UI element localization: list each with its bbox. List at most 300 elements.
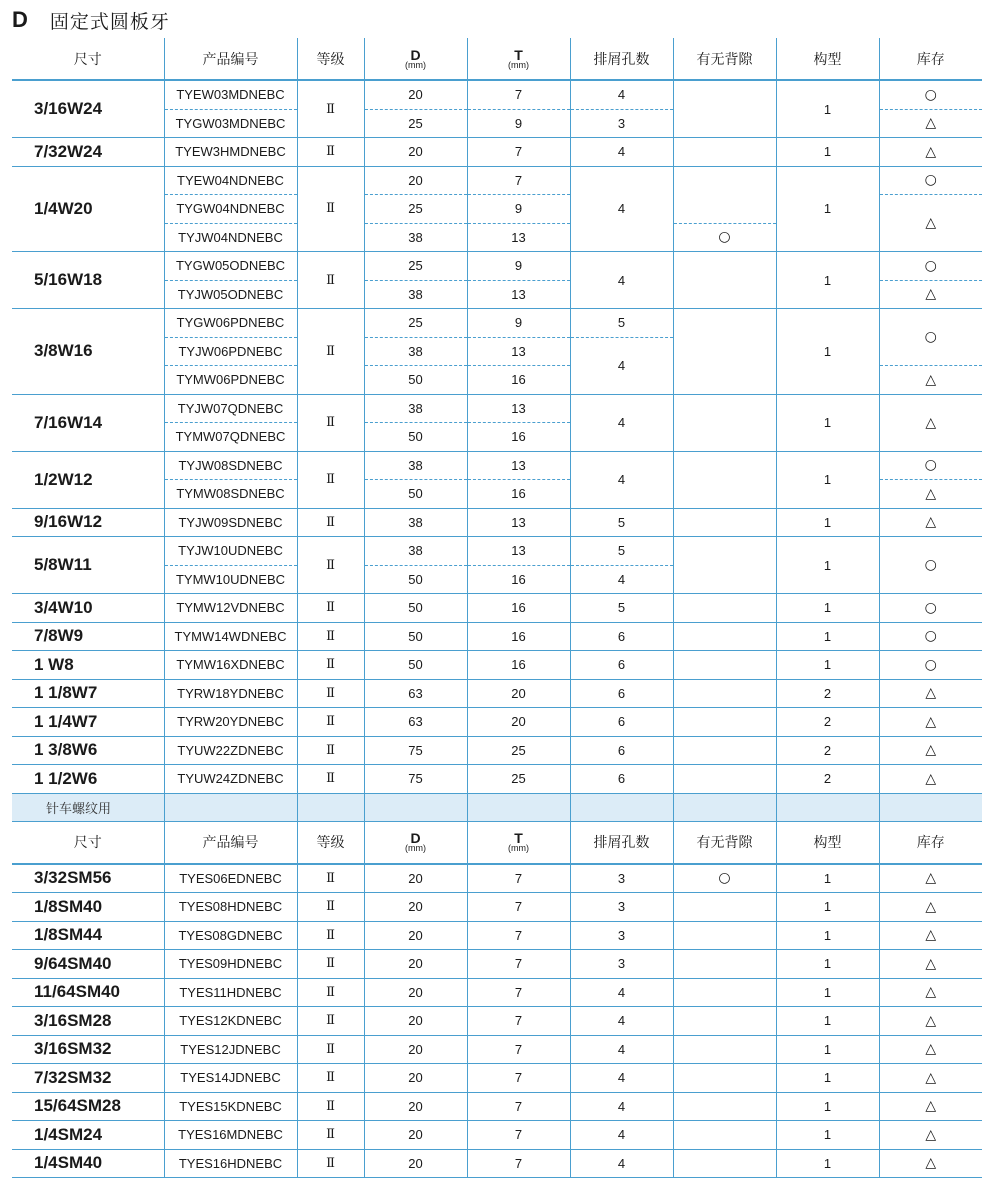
grade-cell: Ⅱ: [297, 1149, 364, 1178]
t-cell: 16: [467, 480, 570, 509]
product-code-cell: TYES12KDNEBC: [164, 1007, 297, 1036]
t-cell: 20: [467, 708, 570, 737]
holes-cell: 3: [570, 950, 673, 979]
holes-cell: 3: [570, 109, 673, 138]
d-cell: 38: [364, 451, 467, 480]
back-clearance-cell: [673, 893, 776, 922]
grade-cell: Ⅱ: [297, 921, 364, 950]
header-t-label: T: [514, 46, 523, 63]
back-clearance-cell: [673, 594, 776, 623]
holes-cell: 6: [570, 708, 673, 737]
size-cell: 1 W8: [12, 651, 164, 680]
stock-cell: ○: [879, 166, 982, 195]
t-cell: 13: [467, 394, 570, 423]
stock-cell: ○: [879, 451, 982, 480]
size-cell: 15/64SM28: [12, 1092, 164, 1121]
d-cell: 20: [364, 864, 467, 893]
holes-cell: 4: [570, 166, 673, 252]
t-cell: 16: [467, 622, 570, 651]
back-clearance-cell: [673, 1035, 776, 1064]
size-cell: 3/16W24: [12, 80, 164, 138]
header-chip-holes: 排屑孔数: [570, 38, 673, 80]
size-cell: 5/8W11: [12, 537, 164, 594]
size-cell: 1 1/8W7: [12, 679, 164, 708]
header-type: 构型: [776, 821, 879, 864]
back-clearance-cell: [673, 537, 776, 594]
grade-cell: Ⅱ: [297, 1035, 364, 1064]
t-cell: 13: [467, 280, 570, 309]
t-cell: 25: [467, 736, 570, 765]
t-cell: 9: [467, 309, 570, 338]
holes-cell: 4: [570, 1149, 673, 1178]
t-cell: 13: [467, 537, 570, 566]
table-row: [12, 537, 982, 566]
t-cell: 13: [467, 223, 570, 252]
d-cell: 50: [364, 622, 467, 651]
table-row: [12, 978, 982, 1007]
d-cell: 25: [364, 195, 467, 224]
grade-cell: Ⅱ: [297, 651, 364, 680]
header-product-code: 产品编号: [164, 821, 297, 864]
table-row: [12, 1064, 982, 1093]
back-clearance-cell: [673, 1064, 776, 1093]
d-cell: 25: [364, 109, 467, 138]
stock-cell: △: [879, 1149, 982, 1178]
product-code-cell: TYMW08SDNEBC: [164, 480, 297, 509]
stock-cell: ○: [879, 80, 982, 109]
holes-cell: 6: [570, 651, 673, 680]
header-grade: 等级: [297, 38, 364, 80]
holes-cell: 3: [570, 864, 673, 893]
d-cell: 38: [364, 537, 467, 566]
t-cell: 13: [467, 451, 570, 480]
type-cell: 2: [776, 736, 879, 765]
type-cell: 1: [776, 1121, 879, 1150]
section-band: [12, 793, 982, 821]
table-row: [12, 138, 982, 167]
product-code-cell: TYMW12VDNEBC: [164, 594, 297, 623]
product-code-cell: TYEW3HMDNEBC: [164, 138, 297, 167]
table-row: [12, 166, 982, 195]
product-code-cell: TYES12JDNEBC: [164, 1035, 297, 1064]
holes-cell: 4: [570, 337, 673, 394]
grade-cell: Ⅱ: [297, 80, 364, 138]
page-title: [12, 4, 170, 36]
holes-cell: 6: [570, 622, 673, 651]
type-cell: 1: [776, 508, 879, 537]
d-cell: 38: [364, 508, 467, 537]
holes-cell: 4: [570, 978, 673, 1007]
grade-cell: Ⅱ: [297, 252, 364, 309]
stock-cell: ○: [879, 537, 982, 594]
stock-cell: △: [879, 1092, 982, 1121]
product-code-cell: TYES08HDNEBC: [164, 893, 297, 922]
type-cell: 1: [776, 537, 879, 594]
section-band-cell: [570, 793, 673, 821]
header-product-code: 产品编号: [164, 38, 297, 80]
header-t-label: T: [514, 830, 523, 846]
header-d-label: D: [410, 830, 421, 846]
stock-cell: ○: [879, 622, 982, 651]
grade-cell: Ⅱ: [297, 138, 364, 167]
size-cell: 7/32SM32: [12, 1064, 164, 1093]
grade-cell: Ⅱ: [297, 622, 364, 651]
d-cell: 63: [364, 708, 467, 737]
stock-cell: △: [879, 679, 982, 708]
header-back-clearance: 有无背隙: [673, 38, 776, 80]
d-cell: 50: [364, 594, 467, 623]
grade-cell: Ⅱ: [297, 1007, 364, 1036]
back-clearance-cell: [673, 978, 776, 1007]
t-cell: 16: [467, 651, 570, 680]
type-cell: 1: [776, 451, 879, 508]
size-cell: 9/64SM40: [12, 950, 164, 979]
back-clearance-cell: [673, 921, 776, 950]
stock-cell: △: [879, 893, 982, 922]
t-cell: 7: [467, 1092, 570, 1121]
d-cell: 75: [364, 736, 467, 765]
section2-header-row: [12, 821, 982, 864]
t-cell: 7: [467, 893, 570, 922]
t-cell: 16: [467, 423, 570, 452]
stock-cell: △: [879, 280, 982, 309]
size-cell: 7/8W9: [12, 622, 164, 651]
type-cell: 1: [776, 864, 879, 893]
holes-cell: 6: [570, 765, 673, 794]
table-row: [12, 736, 982, 765]
stock-cell: △: [879, 950, 982, 979]
t-cell: 7: [467, 950, 570, 979]
size-cell: 1/4SM40: [12, 1149, 164, 1178]
size-cell: 7/32W24: [12, 138, 164, 167]
product-code-cell: TYMW06PDNEBC: [164, 366, 297, 395]
table-row: [12, 394, 982, 423]
holes-cell: 4: [570, 1064, 673, 1093]
back-clearance-cell: [673, 708, 776, 737]
header-type: 构型: [776, 38, 879, 80]
t-cell: 9: [467, 195, 570, 224]
stock-cell: △: [879, 366, 982, 395]
back-clearance-cell: [673, 1149, 776, 1178]
holes-cell: 4: [570, 451, 673, 508]
table-row: [12, 1035, 982, 1064]
product-code-cell: TYES11HDNEBC: [164, 978, 297, 1007]
product-code-cell: TYES09HDNEBC: [164, 950, 297, 979]
size-cell: 1/8SM40: [12, 893, 164, 922]
type-cell: 1: [776, 80, 879, 138]
d-cell: 20: [364, 1007, 467, 1036]
back-clearance-cell: [673, 309, 776, 395]
grade-cell: Ⅱ: [297, 950, 364, 979]
d-cell: 20: [364, 80, 467, 109]
grade-cell: Ⅱ: [297, 1064, 364, 1093]
size-cell: 5/16W18: [12, 252, 164, 309]
d-cell: 38: [364, 223, 467, 252]
t-cell: 7: [467, 1064, 570, 1093]
holes-cell: 4: [570, 1121, 673, 1150]
stock-cell: △: [879, 1007, 982, 1036]
product-code-cell: TYJW10UDNEBC: [164, 537, 297, 566]
type-cell: 1: [776, 921, 879, 950]
type-cell: 1: [776, 166, 879, 252]
type-cell: 1: [776, 622, 879, 651]
section-name: 固定式圆板牙: [49, 10, 170, 33]
back-clearance-cell: [673, 736, 776, 765]
d-cell: 20: [364, 921, 467, 950]
size-cell: 1/4W20: [12, 166, 164, 252]
d-cell: 20: [364, 893, 467, 922]
product-code-cell: TYEW04NDNEBC: [164, 166, 297, 195]
size-cell: 3/16SM28: [12, 1007, 164, 1036]
back-clearance-cell: [673, 80, 776, 138]
section-label: 针车螺纹用: [12, 793, 164, 821]
t-cell: 7: [467, 166, 570, 195]
type-cell: 1: [776, 950, 879, 979]
holes-cell: 4: [570, 565, 673, 594]
section1-header-row: [12, 38, 982, 80]
size-cell: 1/8SM44: [12, 921, 164, 950]
table-row: [12, 1149, 982, 1178]
section-band-cell: [297, 793, 364, 821]
product-code-cell: TYRW18YDNEBC: [164, 679, 297, 708]
t-cell: 16: [467, 565, 570, 594]
grade-cell: Ⅱ: [297, 309, 364, 395]
header-size: 尺寸: [12, 38, 164, 80]
stock-cell: ○: [879, 651, 982, 680]
d-cell: 63: [364, 679, 467, 708]
header-t-unit: (mm): [508, 843, 529, 853]
product-code-cell: TYJW07QDNEBC: [164, 394, 297, 423]
holes-cell: 5: [570, 537, 673, 566]
header-t: [467, 38, 570, 80]
holes-cell: 4: [570, 252, 673, 309]
stock-cell: △: [879, 765, 982, 794]
holes-cell: 5: [570, 508, 673, 537]
spec-table-body: [12, 38, 982, 1178]
holes-cell: 5: [570, 309, 673, 338]
header-chip-holes: 排屑孔数: [570, 821, 673, 864]
table-row: [12, 1092, 982, 1121]
section-band-cell: [364, 793, 467, 821]
product-code-cell: TYJW05ODNEBC: [164, 280, 297, 309]
type-cell: 1: [776, 1007, 879, 1036]
t-cell: 16: [467, 594, 570, 623]
product-code-cell: TYJW06PDNEBC: [164, 337, 297, 366]
d-cell: 50: [364, 480, 467, 509]
stock-cell: △: [879, 1035, 982, 1064]
type-cell: 1: [776, 651, 879, 680]
d-cell: 38: [364, 394, 467, 423]
product-code-cell: TYUW24ZDNEBC: [164, 765, 297, 794]
product-code-cell: TYEW03MDNEBC: [164, 80, 297, 109]
grade-cell: Ⅱ: [297, 736, 364, 765]
product-code-cell: TYUW22ZDNEBC: [164, 736, 297, 765]
size-cell: 1 1/2W6: [12, 765, 164, 794]
d-cell: 50: [364, 423, 467, 452]
size-cell: 9/16W12: [12, 508, 164, 537]
table-row: [12, 765, 982, 794]
size-cell: 1 1/4W7: [12, 708, 164, 737]
grade-cell: Ⅱ: [297, 394, 364, 451]
t-cell: 7: [467, 864, 570, 893]
holes-cell: 4: [570, 394, 673, 451]
grade-cell: Ⅱ: [297, 978, 364, 1007]
product-code-cell: TYES15KDNEBC: [164, 1092, 297, 1121]
t-cell: 9: [467, 109, 570, 138]
d-cell: 20: [364, 1035, 467, 1064]
holes-cell: 4: [570, 1007, 673, 1036]
header-back-clearance: 有无背隙: [673, 821, 776, 864]
t-cell: 9: [467, 252, 570, 281]
table-row: [12, 1121, 982, 1150]
product-code-cell: TYJW09SDNEBC: [164, 508, 297, 537]
type-cell: 1: [776, 1149, 879, 1178]
table-row: [12, 708, 982, 737]
holes-cell: 6: [570, 679, 673, 708]
type-cell: 1: [776, 1092, 879, 1121]
d-cell: 25: [364, 309, 467, 338]
d-cell: 20: [364, 1064, 467, 1093]
d-cell: 20: [364, 138, 467, 167]
table-row: [12, 252, 982, 281]
section-band-cell: [164, 793, 297, 821]
back-clearance-cell: [673, 950, 776, 979]
product-code-cell: TYES16MDNEBC: [164, 1121, 297, 1150]
header-grade: 等级: [297, 821, 364, 864]
back-clearance-cell: [673, 765, 776, 794]
stock-cell: △: [879, 1121, 982, 1150]
type-cell: 1: [776, 1064, 879, 1093]
d-cell: 38: [364, 337, 467, 366]
header-d: [364, 38, 467, 80]
table-row: [12, 622, 982, 651]
product-code-cell: TYJW04NDNEBC: [164, 223, 297, 252]
type-cell: 1: [776, 309, 879, 395]
type-cell: 1: [776, 978, 879, 1007]
section-band-cell: [776, 793, 879, 821]
type-cell: 1: [776, 893, 879, 922]
product-code-cell: TYGW04NDNEBC: [164, 195, 297, 224]
stock-cell: △: [879, 394, 982, 451]
header-d-label: D: [410, 46, 421, 63]
back-clearance-cell: [673, 508, 776, 537]
t-cell: 7: [467, 921, 570, 950]
stock-cell: △: [879, 109, 982, 138]
header-stock: 库存: [879, 821, 982, 864]
table-row: [12, 80, 982, 109]
back-clearance-cell: ○: [673, 223, 776, 252]
d-cell: 20: [364, 1121, 467, 1150]
stock-cell: △: [879, 736, 982, 765]
d-cell: 38: [364, 280, 467, 309]
d-cell: 20: [364, 950, 467, 979]
d-cell: 20: [364, 1092, 467, 1121]
section-band-cell: [879, 793, 982, 821]
header-t: [467, 821, 570, 864]
stock-cell: △: [879, 480, 982, 509]
header-size: 尺寸: [12, 821, 164, 864]
product-code-cell: TYMW16XDNEBC: [164, 651, 297, 680]
t-cell: 16: [467, 366, 570, 395]
table-row: [12, 893, 982, 922]
holes-cell: 4: [570, 1092, 673, 1121]
size-cell: 1 3/8W6: [12, 736, 164, 765]
t-cell: 20: [467, 679, 570, 708]
grade-cell: Ⅱ: [297, 864, 364, 893]
d-cell: 20: [364, 1149, 467, 1178]
holes-cell: 3: [570, 893, 673, 922]
table-row: [12, 594, 982, 623]
product-code-cell: TYRW20YDNEBC: [164, 708, 297, 737]
size-cell: 11/64SM40: [12, 978, 164, 1007]
holes-cell: 6: [570, 736, 673, 765]
t-cell: 13: [467, 508, 570, 537]
size-cell: 1/2W12: [12, 451, 164, 508]
table-row: [12, 679, 982, 708]
product-code-cell: TYMW14WDNEBC: [164, 622, 297, 651]
stock-cell: ○: [879, 594, 982, 623]
t-cell: 7: [467, 978, 570, 1007]
grade-cell: Ⅱ: [297, 594, 364, 623]
size-cell: 3/32SM56: [12, 864, 164, 893]
product-code-cell: TYES14JDNEBC: [164, 1064, 297, 1093]
back-clearance-cell: [673, 622, 776, 651]
stock-cell: △: [879, 978, 982, 1007]
section-letter: D: [12, 7, 28, 32]
t-cell: 7: [467, 1035, 570, 1064]
back-clearance-cell: [673, 1092, 776, 1121]
holes-cell: 4: [570, 1035, 673, 1064]
size-cell: 3/16SM32: [12, 1035, 164, 1064]
t-cell: 7: [467, 1121, 570, 1150]
product-code-cell: TYGW06PDNEBC: [164, 309, 297, 338]
header-t-unit: (mm): [508, 59, 529, 70]
stock-cell: ○: [879, 309, 982, 366]
holes-cell: 4: [570, 80, 673, 109]
d-cell: 50: [364, 366, 467, 395]
back-clearance-cell: [673, 651, 776, 680]
t-cell: 25: [467, 765, 570, 794]
t-cell: 7: [467, 1007, 570, 1036]
back-clearance-cell: [673, 138, 776, 167]
d-cell: 50: [364, 651, 467, 680]
product-code-cell: TYMW10UDNEBC: [164, 565, 297, 594]
product-code-cell: TYGW03MDNEBC: [164, 109, 297, 138]
back-clearance-cell: [673, 252, 776, 309]
table-row: [12, 309, 982, 338]
back-clearance-cell: [673, 679, 776, 708]
grade-cell: Ⅱ: [297, 537, 364, 594]
product-code-cell: TYJW08SDNEBC: [164, 451, 297, 480]
stock-cell: △: [879, 138, 982, 167]
grade-cell: Ⅱ: [297, 508, 364, 537]
product-code-cell: TYMW07QDNEBC: [164, 423, 297, 452]
grade-cell: Ⅱ: [297, 451, 364, 508]
stock-cell: △: [879, 708, 982, 737]
stock-cell: △: [879, 1064, 982, 1093]
d-cell: 50: [364, 565, 467, 594]
grade-cell: Ⅱ: [297, 893, 364, 922]
size-cell: 3/4W10: [12, 594, 164, 623]
d-cell: 25: [364, 252, 467, 281]
holes-cell: 5: [570, 594, 673, 623]
type-cell: 2: [776, 765, 879, 794]
product-code-cell: TYES08GDNEBC: [164, 921, 297, 950]
d-cell: 75: [364, 765, 467, 794]
t-cell: 13: [467, 337, 570, 366]
grade-cell: Ⅱ: [297, 708, 364, 737]
stock-cell: ○: [879, 252, 982, 281]
